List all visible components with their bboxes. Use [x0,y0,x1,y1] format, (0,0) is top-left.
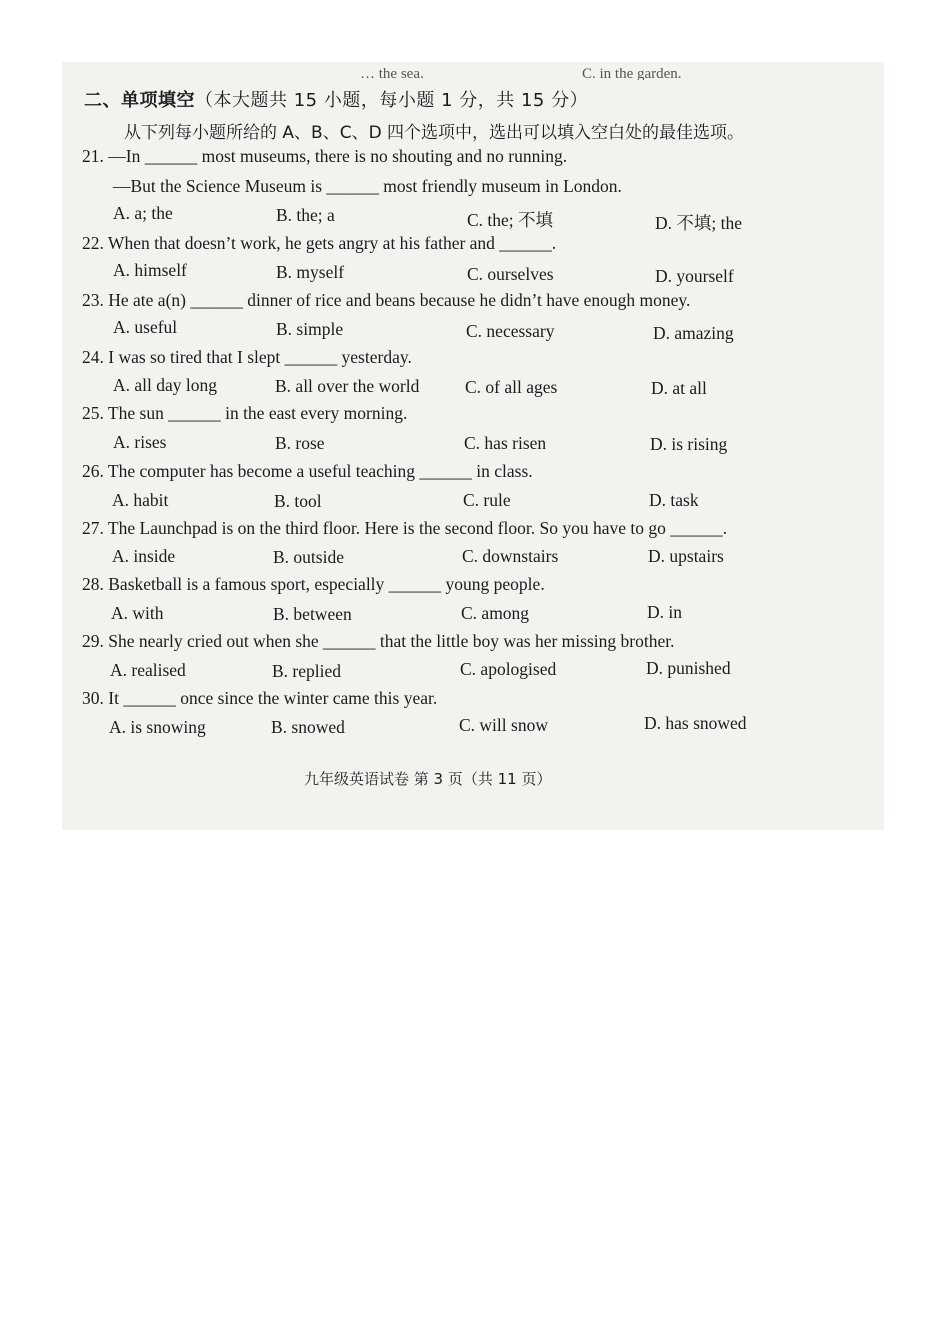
option-a: A. all day long [113,375,218,395]
page-footer: 九年级英语试卷 第 3 页（共 11 页） [304,770,552,788]
option-b: B. simple [276,319,344,339]
cut-off-text-right: C. in the garden. [582,66,682,80]
section-heading [84,86,588,112]
option-b: B. myself [276,262,345,282]
question-stem: 23. He ate a(n) ______ dinner of rice and beans because he didn’t have enough money. [82,290,691,310]
section-note: （本大题共 15 小题，每小题 1 分，共 15 分） [195,90,589,111]
option-d: D. task [649,490,699,510]
option-a: A. a; the [113,203,173,223]
option-b: B. the; a [276,205,335,225]
option-c: C. apologised [460,659,557,679]
option-c: C. has risen [464,433,547,453]
option-a: A. with [111,603,164,623]
option-b: B. between [273,604,352,624]
option-c: C. downstairs [462,546,559,566]
option-b: B. all over the world [275,376,420,396]
question-stem: 24. I was so tired that I slept ______ yesterday. [82,347,412,367]
option-b: B. outside [273,547,344,567]
option-d: D. at all [651,378,707,398]
question-stem-line-2: —But the Science Museum is ______ most friendly museum in London. [113,176,622,196]
section-title: 二、单项填空 [84,90,195,111]
question-stem: 25. The sun ______ in the east every morning. [82,403,408,423]
option-c: C. will snow [459,715,548,735]
option-b: B. tool [274,491,322,511]
option-c: C. rule [463,490,511,510]
question-stem: 28. Basketball is a famous sport, especially ______ young people. [82,574,545,594]
question-stem: 22. When that doesn’t work, he gets angry at his father and ______. [82,233,557,253]
option-d: D. 不填; the [655,213,743,233]
option-c: C. among [461,603,530,623]
option-c: C. necessary [466,321,555,341]
option-a: A. himself [113,260,187,280]
option-a: A. rises [113,432,167,452]
section-instruction: 从下列每小题所给的 A、B、C、D 四个选项中，选出可以填入空白处的最佳选项。 [124,123,745,143]
question-stem: 26. The computer has become a useful teaching ______ in class. [82,461,533,481]
option-b: B. rose [275,433,325,453]
option-d: D. punished [646,658,731,678]
option-b: B. replied [272,661,342,681]
question-stem: 29. She nearly cried out when she ______ that the little boy was her missing brother. [82,631,675,651]
option-a: A. is snowing [109,717,206,737]
option-d: D. upstairs [648,546,724,566]
question-stem: 21. —In ______ most museums, there is no shouting and no running. [82,146,568,166]
option-a: A. inside [112,546,176,566]
option-d: D. is rising [650,434,728,454]
option-c: C. of all ages [465,377,558,397]
option-c: C. ourselves [467,264,554,284]
question-stem: 27. The Launchpad is on the third floor. Here is the second floor. So you have to go ______. [82,518,728,538]
option-a: A. useful [113,317,178,337]
question-stem: 30. It ______ once since the winter came this year. [82,688,438,708]
cut-off-text-left: … the sea. [360,66,424,80]
option-a: A. habit [112,490,169,510]
option-c: C. the; 不填 [467,210,554,230]
option-d: D. in [647,602,682,622]
option-a: A. realised [110,660,186,680]
option-b: B. snowed [271,717,345,737]
option-d: D. amazing [653,323,734,343]
option-d: D. has snowed [644,713,747,733]
option-d: D. yourself [655,266,734,286]
